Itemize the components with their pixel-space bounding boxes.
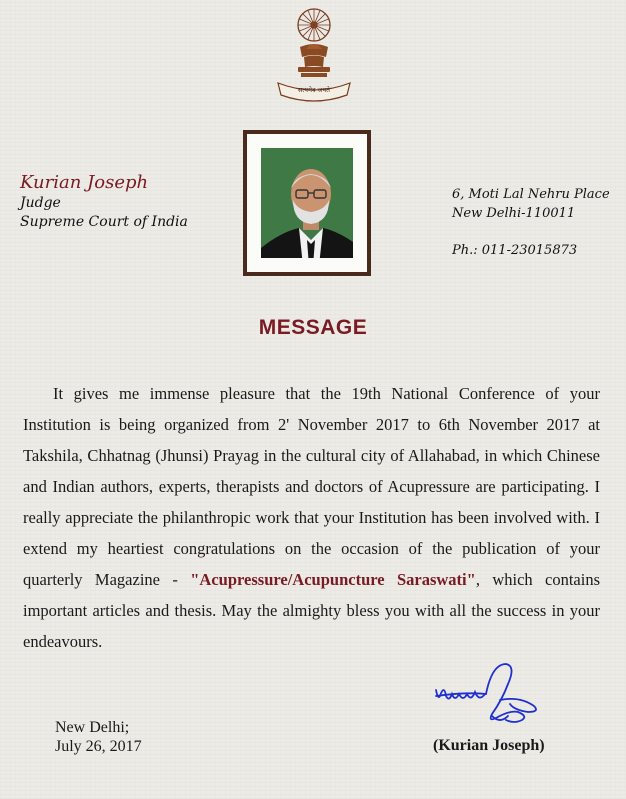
date: July 26, 2017 xyxy=(55,738,142,755)
address-line-2: New Delhi-110011 xyxy=(452,206,576,221)
sender-name: Kurian Joseph xyxy=(20,172,149,193)
message-text-end: , which contains important articles and thesis. May the almighty bless you with all the success in your endeavours. xyxy=(23,570,601,651)
sender-block xyxy=(20,172,188,232)
sender-court: Supreme Court of India xyxy=(20,214,188,230)
emblem-motto: सत्यमेव जयते xyxy=(298,86,330,94)
address-block xyxy=(452,185,610,260)
place-date-block xyxy=(55,718,142,756)
phone-number: Ph.: 011-23015873 xyxy=(452,243,578,258)
person-portrait-icon xyxy=(261,148,353,258)
sender-title: Judge xyxy=(20,195,61,211)
national-emblem-icon xyxy=(270,3,358,106)
portrait-photo xyxy=(261,148,353,258)
address-line-1: 6, Moti Lal Nehru Place xyxy=(452,187,610,202)
signer-name: (Kurian Joseph) xyxy=(433,737,545,754)
message-text-start: It gives me immense pleasure that the 19th National Conference of your Institution is being organized from 2' November 2017 to 6th November 2017 at Takshila, Chhatnag (Jhunsi) Prayag in the cultural city of Allahabad, in which Chinese and Indian authors, experts, therapists and doctors of Acupressure are participating. I really appreciate the philanthropic work that your Institution has been involved with. I extend my heartiest congratulations on the occasion of the publication of your quarterly Magazine - xyxy=(23,384,600,589)
magazine-title: "Acupressure/Acupuncture Saraswati" xyxy=(190,570,476,589)
page-title: MESSAGE xyxy=(258,316,368,339)
signature-icon xyxy=(430,660,550,730)
portrait-frame xyxy=(243,130,371,276)
message-body xyxy=(23,378,600,657)
place: New Delhi; xyxy=(55,719,130,736)
